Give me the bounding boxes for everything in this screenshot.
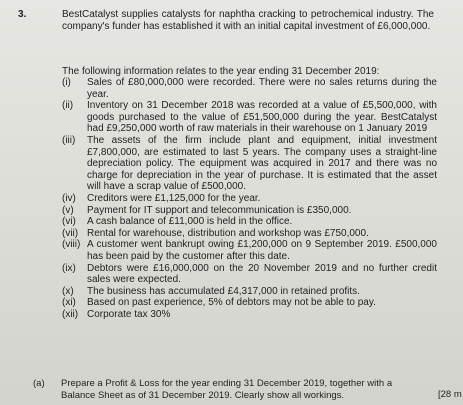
part-label: (a): [33, 378, 45, 389]
list-item: [62, 216, 437, 228]
list-item: [62, 228, 437, 240]
item-numeral: (v): [62, 204, 74, 216]
item-text: The business has accumulated £4,317,000 in retained profits.: [87, 285, 360, 297]
item-numeral: (vii): [62, 227, 79, 239]
list-item: [62, 297, 437, 309]
list-item: [62, 205, 437, 217]
list-item: [62, 135, 437, 193]
item-numeral: (xi): [62, 297, 76, 309]
item-text: Rental for warehouse, distribution and workshop was £750,000.: [87, 227, 369, 239]
item-numeral: (vi): [62, 216, 76, 228]
question-intro: BestCatalyst supplies catalysts for naphtha cracking to petrochemical industry. The company's funder has established it with an initial capital investment of £6,000,000.: [62, 9, 434, 32]
item-numeral: (i): [62, 77, 71, 88]
question-number: 3.: [18, 9, 27, 20]
item-numeral: (iv): [62, 192, 76, 204]
item-text: A customer went bankrupt owing £1,200,000 on 9 September 2019. £500,000 has been paid by the customer after this date.: [87, 239, 437, 262]
list-item: [62, 309, 437, 321]
item-numeral: (viii): [62, 239, 81, 251]
list-item: [62, 100, 437, 135]
item-text: Sales of £80,000,000 were recorded. There were no sales returns during the year.: [87, 77, 437, 100]
list-item: [62, 77, 437, 100]
list-item: [62, 239, 437, 262]
part-a: [33, 378, 463, 401]
list-item: [62, 286, 437, 298]
item-text: Inventory on 31 December 2018 was recorded at a value of £5,500,000, with goods purchased to the value of £51,500,000 during the year. BestCatalyst had £9,250,000 worth of raw materials in their warehouse on 1 January 2019: [87, 100, 437, 135]
item-numeral: (x): [62, 285, 74, 297]
item-numeral: (iii): [62, 134, 76, 146]
part-text: Prepare a Profit & Loss for the year ending 31 December 2019, together with a Balance Sheet as of 31 December 2019. Clearly show all workings.: [61, 378, 393, 401]
info-list: [62, 77, 437, 320]
item-text: Payment for IT support and telecommunication is £350,000.: [87, 204, 352, 216]
item-text: A cash balance of £11,000 is held in the office.: [87, 216, 293, 228]
item-text: Debtors were £16,000,000 on the 20 November 2019 and no further credit sales were expected.: [87, 262, 437, 286]
item-text: Based on past experience, 5% of debtors may not be able to pay.: [87, 297, 376, 309]
item-text: Corporate tax 30%: [87, 308, 171, 320]
marks-label: [28 m: [438, 389, 462, 400]
item-text: The assets of the firm include plant and equipment, initial investment £7,800,000, are estimated to last 5 years. The company uses a straight-line depreciation policy. The equipment was acquired in 2017 and there was no charge for depreciation in the year of purchase. It is estimated that the asset will have a scrap value of £500,000.: [87, 134, 437, 193]
item-numeral: (xii): [62, 308, 79, 320]
list-item: [62, 193, 437, 205]
item-numeral: (ix): [62, 262, 76, 274]
item-text: Creditors were £1,125,000 for the year.: [87, 192, 261, 204]
list-item: [62, 263, 437, 286]
info-heading: The following information relates to the year ending 31 December 2019:: [62, 66, 380, 77]
item-numeral: (ii): [62, 100, 74, 112]
